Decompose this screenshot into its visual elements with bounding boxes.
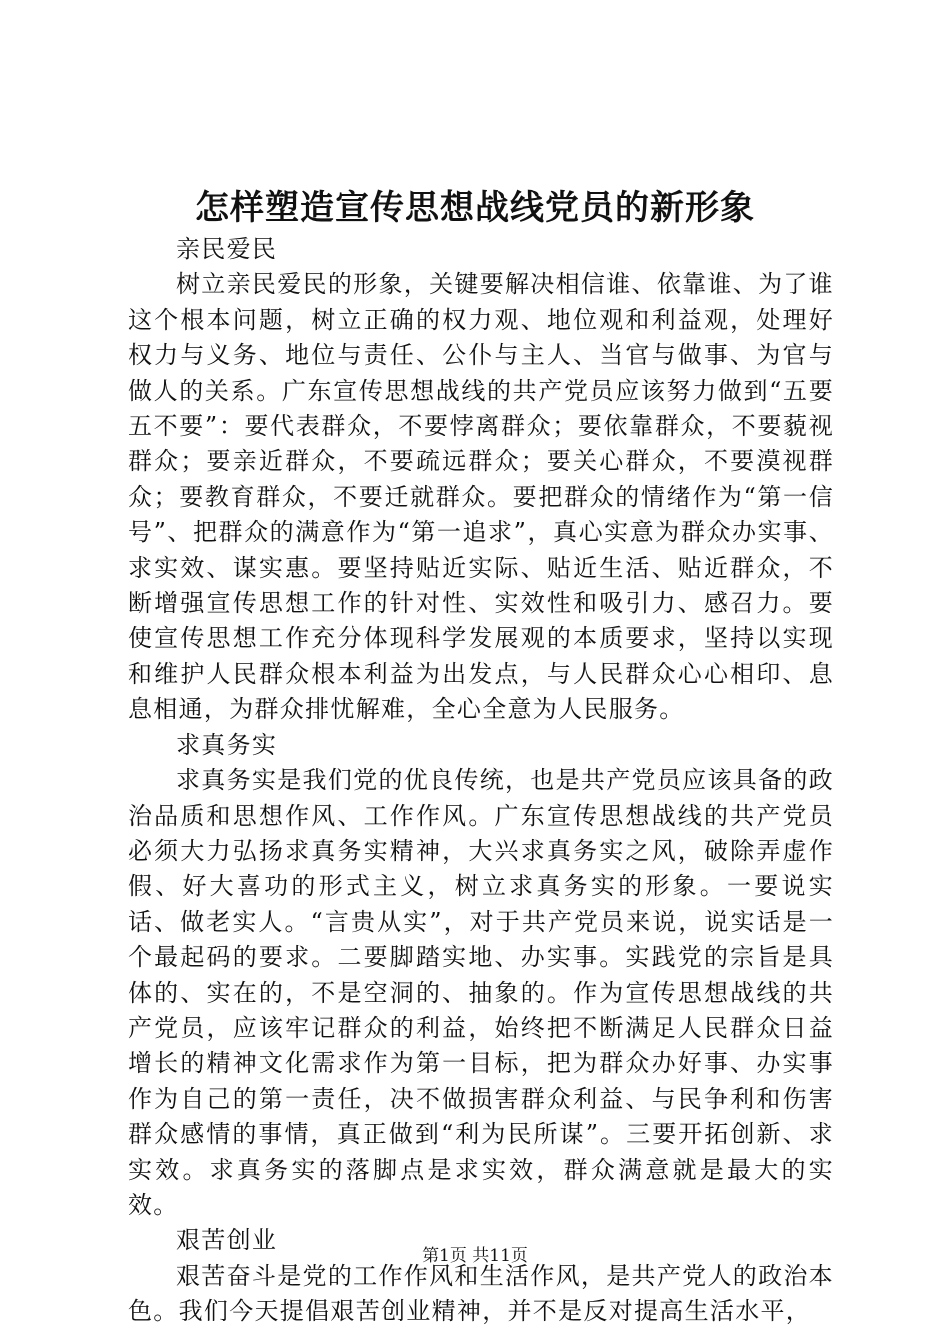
section-heading-jianku: 艰苦创业 <box>176 1226 278 1255</box>
page-number-footer: 第1页 共11页 <box>422 1246 528 1266</box>
section-heading-qiuzhen: 求真务实 <box>176 730 278 759</box>
document-body <box>128 232 834 1330</box>
section-paragraph-jianku: 艰苦奋斗是党的工作作风和生活作风，是共产党人的政治本色。我们今天提倡艰苦创业精神，并不是反对提高生活水平， <box>128 1261 834 1326</box>
section-paragraph-qinmin: 树立亲民爱民的形象，关键要解决相信谁、依靠谁、为了谁这个根本问题，树立正确的权力观、地位观和利益观，处理好权力与义务、地位与责任、公仆与主人、当官与做事、为官与做人的关系。广东宣传思想战线的共产党员应该努力做到“五要五不要”：要代表群众，不要悖离群众；要依靠群众，不要藐视群众；要亲近群众，不要疏远群众；要关心群众，不要漠视群众；要教育群众，不要迁就群众。要把群众的情绪作为“第一信号”、把群众的满意作为“第一追求”，真心实意为群众办实事、求实效、谋实惠。要坚持贴近实际、贴近生活、贴近群众，不断增强宣传思想工作的针对性、实效性和吸引力、感召力。要使宣传思想工作充分体现科学发展观的本质要求，坚持以实现和维护人民群众根本利益为出发点，与人民群众心心相印、息息相通，为群众排忧解难，全心全意为人民服务。 <box>128 270 834 724</box>
document-title: 怎样塑造宣传思想战线党员的新形象 <box>195 188 755 228</box>
section-heading-qinmin: 亲民爱民 <box>176 235 278 263</box>
section-paragraph-qiuzhen: 求真务实是我们党的优良传统，也是共产党员应该具备的政治品质和思想作风、工作作风。广东宣传思想战线的共产党员必须大力弘扬求真务实精神，大兴求真务实之风，破除弄虚作假、好大喜功的形式主义，树立求真务实的形象。一要说实话、做老实人。“言贵从实”，对于共产党员来说，说实话是一个最起码的要求。二要脚踏实地、办实事。实践党的宗旨是具体的、实在的，不是空洞的、抽象的。作为宣传思想战线的共产党员，应该牢记群众的利益，始终把不断满足人民群众日益增长的精神文化需求作为第一目标，把为群众办好事、办实事作为自己的第一责任，决不做损害群众利益、与民争利和伤害群众感情的事情，真正做到“利为民所谋”。三要开拓创新、求实效。求真务实的落脚点是求实效，群众满意就是最大的实效。 <box>128 766 834 1219</box>
